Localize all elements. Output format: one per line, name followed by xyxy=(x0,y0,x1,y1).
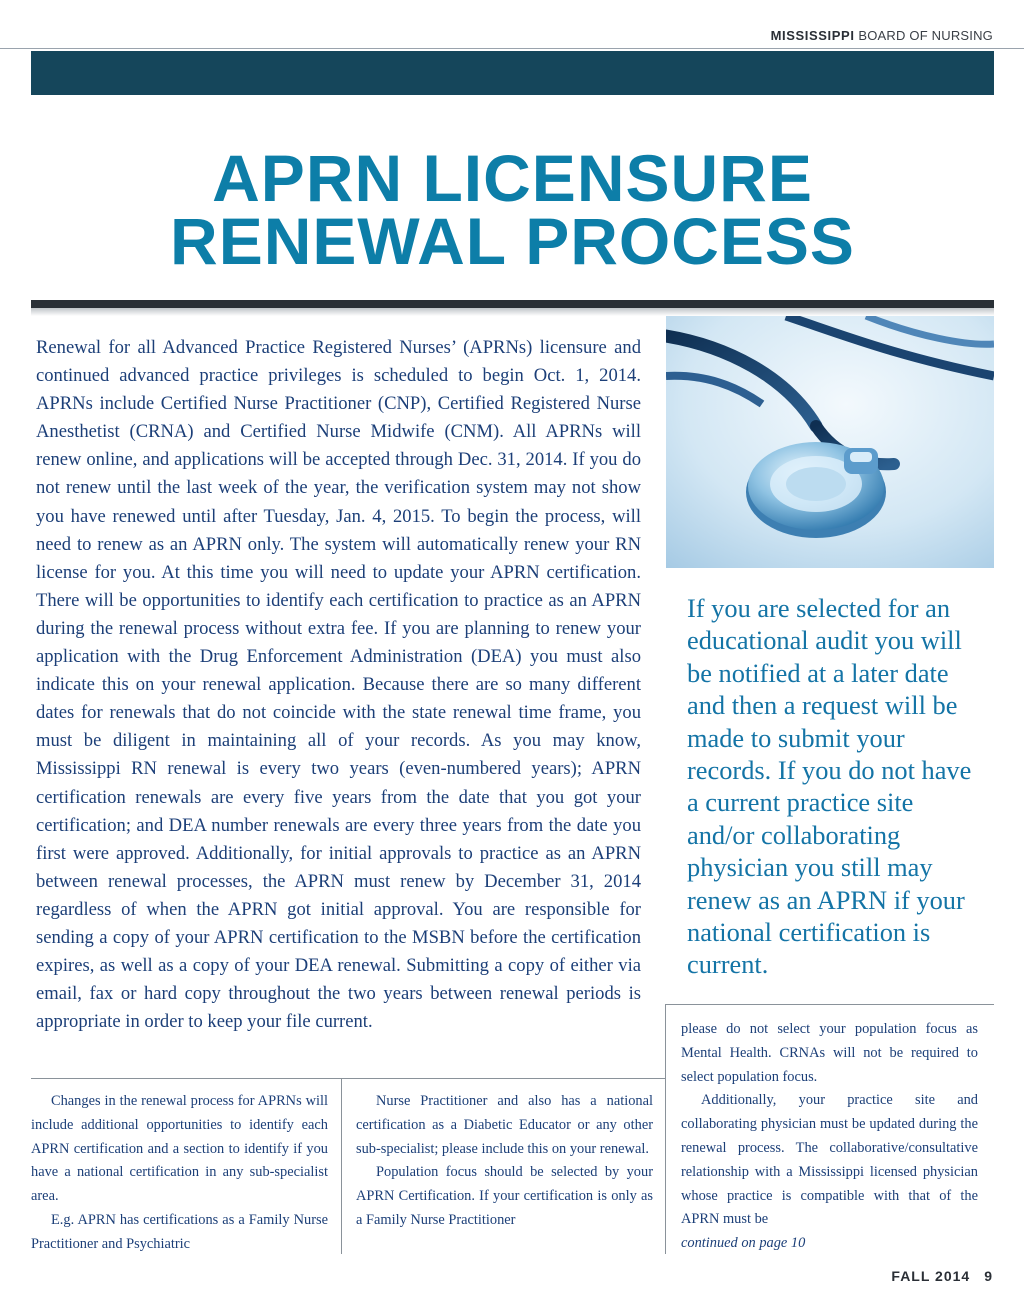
stethoscope-icon xyxy=(666,316,994,568)
intro-article xyxy=(36,334,641,1036)
column-divider-1 xyxy=(341,1078,342,1254)
issue-label: FALL 2014 xyxy=(891,1268,971,1284)
headline-line-2: RENEWAL PROCESS xyxy=(170,204,855,278)
columns-divider xyxy=(31,1078,665,1079)
column-2 xyxy=(356,1090,653,1233)
column-3-paragraph-1: please do not select your population focus as Mental Health. CRNAs will not be required to select population focus. xyxy=(681,1021,978,1085)
page-footer xyxy=(891,1268,993,1284)
column-2-paragraph-2: Population focus should be selected by your APRN Certification. If your certification is only as a Family Nurse Practitioner xyxy=(356,1164,653,1228)
stethoscope-photo xyxy=(666,316,994,568)
header-banner xyxy=(31,51,994,95)
masthead-state: MISSISSIPPI xyxy=(770,28,855,43)
masthead-org: BOARD OF NURSING xyxy=(858,28,993,43)
column-divider-2 xyxy=(665,1004,666,1254)
title-divider xyxy=(31,300,994,316)
column-1-paragraph-2: E.g. APRN has certifications as a Family Nurse Practitioner and Psychiatric xyxy=(31,1211,328,1252)
column-2-paragraph-1: Nurse Practitioner and also has a national certification as a Diabetic Educator or any other sub-specialist; please include this on your renewal. xyxy=(356,1093,653,1157)
masthead xyxy=(771,28,993,43)
column-3-paragraph-2: Additionally, your practice site and collaborating physician must be updated during the renewal process. The collaborative/consultative relationship with a Mississippi licensed physician whose practice is compatible with that of the APRN must be xyxy=(681,1092,978,1228)
column-1-paragraph-1: Changes in the renewal process for APRNs will include additional opportunities to identify each APRN certification and a section to identify if you have a national certification in any sub-specialist area. xyxy=(31,1093,328,1205)
pull-quote-rule xyxy=(666,1004,994,1005)
column-1 xyxy=(31,1090,328,1257)
headline-line-1: APRN LICENSURE xyxy=(212,141,813,215)
pull-quote: If you are selected for an educational audit you will be notified at a later date and then a request will be made to submit your records. If you do not have a current practice site and/or collaborating physician you still may renew as an APRN if your national certification is current. xyxy=(687,593,972,980)
continued-link[interactable]: continued on page 10 xyxy=(681,1235,806,1252)
header-rule xyxy=(0,48,1024,49)
page-number: 9 xyxy=(984,1268,993,1284)
intro-paragraph: Renewal for all Advanced Practice Registered Nurses’ (APRNs) licensure and continued advanced practice privileges is scheduled to begin Oct. 1, 2014. APRNs include Certified Nurse Practitioner (CNP), Certified Registered Nurse Anesthetist (CRNA) and Certified Nurse Midwife (CNM). All APRNs will renew online, and applications will be accepted through Dec. 31, 2014. If you do not renew until the last week of the year, the verification system may not show you have renewed until after Tuesday, Jan. 4, 2015. To begin the process, will need to renew as an APRN only. The system will automatically renew your RN license for you. At this time you will need to update your APRN certification. There will be opportunities to identify each certification to practice as an APRN during the renewal process without extra fee. If you are planning to renew your application with the Drug Enforcement Administration (DEA) you must also indicate this on your renewal application. Because there are so many different dates for renewals that do not coincide with the state renewal time frame, you must be diligent in maintaining all of your records. As you may know, Mississippi RN renewal is every two years (even-numbered years); APRN certification renewals are every five years from the date that you got your certification; and DEA number renewals are every three years from the date you first were approved. Additionally, for initial approvals to practice as an APRN between renewal processes, the APRN must renew by December 31, 2014 regardless of when the APRN got initial approval. You are responsible for sending a copy of your APRN certification to the MSBN before the certification expires, as well as a copy of your DEA renewal. Submitting a copy of either via email, fax or hard copy throughout the two years between renewal periods is appropriate in order to keep your file current. xyxy=(36,337,641,1033)
column-3 xyxy=(681,1018,978,1256)
